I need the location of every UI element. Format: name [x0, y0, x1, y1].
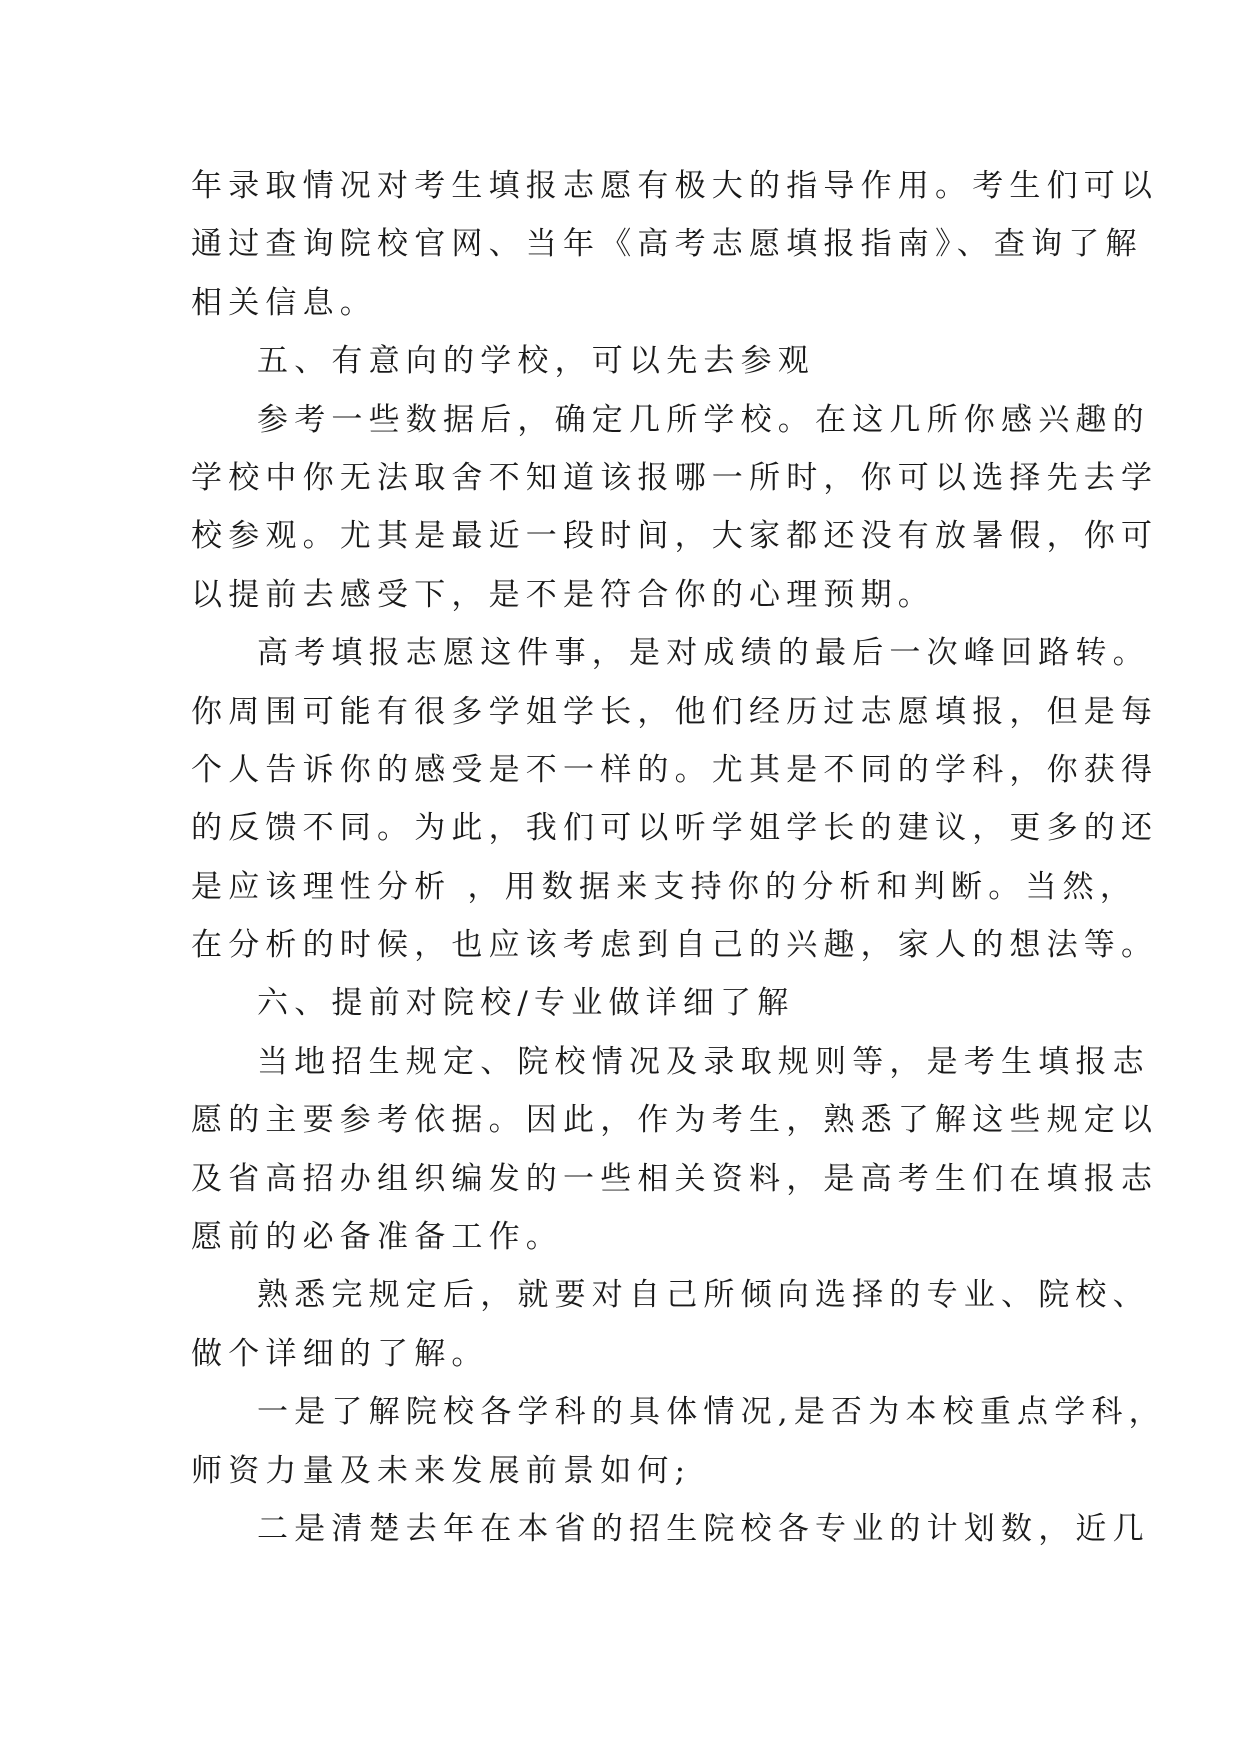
text-line: 二是清楚去年在本省的招生院校各专业的计划数，近几: [257, 1510, 1150, 1547]
text-line: 做个详细的了解。: [191, 1335, 489, 1372]
section-heading: 五、有意向的学校，可以先去参观: [257, 343, 815, 380]
text-line: 相关信息。: [191, 284, 377, 321]
section-heading: 六、提前对院校/专业做详细了解: [257, 985, 795, 1022]
text-line: 校参观。尤其是最近一段时间，大家都还没有放暑假，你可: [191, 518, 1159, 555]
text-line: 及省高招办组织编发的一些相关资料，是高考生们在填报志: [191, 1160, 1159, 1197]
text-line: 师资力量及未来发展前景如何;: [191, 1452, 692, 1489]
text-line: 参考一些数据后，确定几所学校。在这几所你感兴趣的: [257, 401, 1150, 438]
text-line: 愿前的必备准备工作。: [191, 1219, 563, 1256]
text-line: 你周围可能有很多学姐学长，他们经历过志愿填报，但是每: [191, 693, 1159, 730]
text-line: 学校中你无法取舍不知道该报哪一所时，你可以选择先去学: [191, 459, 1159, 496]
text-line: 通过查询院校官网、当年《高考志愿填报指南》、查询了解: [191, 226, 1143, 263]
text-line: 是应该理性分析 ，用数据来支持你的分析和判断。当然，: [191, 868, 1138, 905]
text-line: 当地招生规定、院校情况及录取规则等，是考生填报志: [257, 1043, 1150, 1080]
text-line: 的反馈不同。为此，我们可以听学姐学长的建议，更多的还: [191, 810, 1159, 847]
text-line: 个人告诉你的感受是不一样的。尤其是不同的学科，你获得: [191, 751, 1159, 788]
text-line: 愿的主要参考依据。因此，作为考生，熟悉了解这些规定以: [191, 1102, 1159, 1139]
text-line: 一是了解院校各学科的具体情况,是否为本校重点学科，: [257, 1394, 1166, 1431]
text-line: 在分析的时候，也应该考虑到自己的兴趣，家人的想法等。: [191, 927, 1159, 964]
text-line: 高考填报志愿这件事，是对成绩的最后一次峰回路转。: [257, 635, 1150, 672]
document-body: [191, 157, 1166, 1558]
text-line: 年录取情况对考生填报志愿有极大的指导作用。考生们可以: [191, 168, 1159, 204]
text-line: 熟悉完规定后，就要对自己所倾向选择的专业、院校、: [257, 1277, 1150, 1314]
text-line: 以提前去感受下，是不是符合你的心理预期。: [191, 576, 935, 613]
